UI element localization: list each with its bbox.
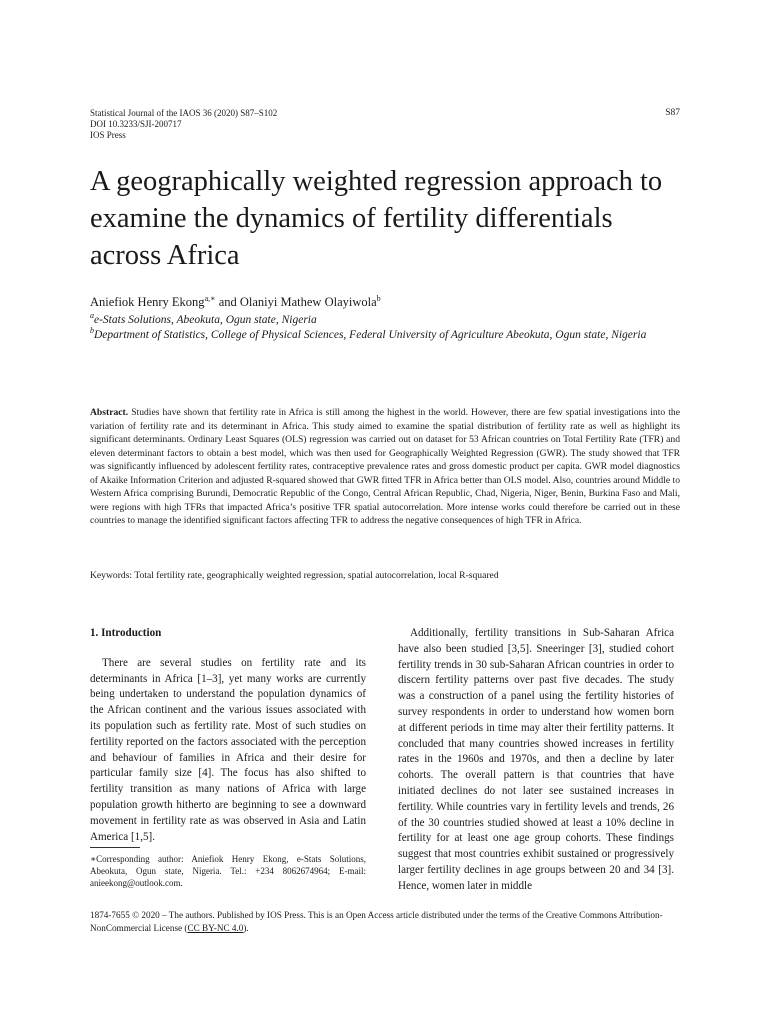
author-superscript: b [376, 293, 381, 303]
keywords: Keywords: Total fertility rate, geographically weighted regression, spatial autocorrelation, local R-squared [90, 570, 499, 581]
right-column [398, 626, 674, 895]
section-heading: 1. Introduction [90, 627, 162, 639]
footnote: ∗Corresponding author: Aniefiok Henry Ekong, e-Stats Solutions, Abeokuta, Ogun state, Nigeria. Tel.: +234 8062674964; E-mail: anieekong@outlook.com. [90, 854, 366, 888]
license-text: 1874-7655 © 2020 – The authors. Published by IOS Press. This is an Open Access article distributed under the terms of the Creative Commons Attribution-NonCommercial License ( [90, 910, 663, 933]
author-conjunction: and [215, 295, 240, 309]
journal-info [90, 108, 277, 141]
affiliation-mark: a [90, 311, 94, 321]
affiliation-a [90, 313, 690, 328]
body-paragraph: Additionally, fertility transitions in Sub-Saharan Africa have also been studied [3,5]. Sneeringer [3], studied cohort fertility trends in 30 sub-Saharan African countries in order to discern fertility patterns over past five decades. The study was a construction of a panel using the fertility histories of survey respondents in order to understand how women born at different periods in time may alter their fertility patterns. It concluded that many countries showed increases in fertility rates in the 1960s and 1970s, and then a decline by later cohorts. The overall pattern is that countries that have initiated declines do not later see sustained increases in fertility. While countries vary in fertility levels and trends, 26 of the 30 countries studied showed at least a 10% decline in fertility for at least one age group cohorts. These findings suggest that most countries exhibit sustained or progressively larger fertility declines in age groups between 20 and 34 [3]. Hence, women later in middle [398, 627, 674, 892]
affiliation-text: e-Stats Solutions, Abeokuta, Ogun state, Nigeria [94, 314, 317, 326]
affiliation-text: Department of Statistics, College of Physical Sciences, Federal University of Agriculture Abeokuta, Ogun state, Nigeria [94, 329, 647, 341]
author-name: Aniefiok Henry Ekong [90, 295, 205, 309]
left-column [90, 626, 366, 845]
body-paragraph: There are several studies on fertility rate and its determinants in Africa [1–3], yet many works are currently being undertaken to understand the population dynamics of the African continent and the various issues associated with its population such as fertility rate. Most of such studies on fertility reported on the factors associated with the perception and behaviour of families in Africa and their desire for particular family size [4]. The focus has also shifted to fertility transition as many nations of Africa with large population growth hitherto are beginning to see a downward movement in fertility rate as was observed in Asia and Latin America [1,5]. [90, 656, 366, 843]
license-link[interactable]: CC BY-NC 4.0 [187, 922, 244, 933]
abstract [90, 406, 680, 528]
license-text-end: ). [243, 922, 249, 933]
abstract-text: Studies have shown that fertility rate in Africa is still among the highest in the world. However, there are few spatial investigations into the variation of fertility rate and its determinant in Africa. This study aimed to examine the spatial distribution of fertility rate as well as highlight its significant determinants. Ordinary Least Squares (OLS) regression was carried out on dataset for 53 African countries on Total Fertility Rate (TFR) and eleven determinant factors to obtain a best model, which was then used for Geographically Weighted Regression (GWR). The study showed that TFR was significantly influenced by adolescent fertility rates, contraceptive prevalence rates and gross domestic product per capita. GWR model diagnostics of Akaike Information Criterion and adjusted R-squared showed that GWR fitted TFR in Africa better than OLS model. Also, countries around Middle to Western Africa comprising Burundi, Democratic Republic of the Congo, Central African Republic, Chad, Nigeria, Niger, Benin, Burkina Faso and Mali, were regions with high TFRs that impacted Africa’s positive TFR spatial autocorrelation. More intense works could therefore be carried out in these countries to manage the identified significant factors affecting TFR to address the negative consequences of high TFR in Africa. [90, 407, 680, 526]
journal-citation: Statistical Journal of the IAOS 36 (2020) S87–S102 [90, 108, 278, 118]
affiliation-mark: b [90, 326, 94, 336]
affiliation-b [90, 328, 690, 343]
journal-doi: DOI 10.3233/SJI-200717 [90, 119, 182, 129]
author-name: Olaniyi Mathew Olayiwola [239, 295, 377, 309]
author-line [90, 295, 381, 310]
license-notice [90, 909, 682, 934]
page-number: S87 [665, 108, 680, 118]
journal-publisher: IOS Press [90, 130, 126, 140]
footnote-divider [90, 847, 140, 848]
author-superscript: a,∗ [204, 293, 216, 303]
abstract-label: Abstract. [90, 407, 129, 418]
paper-title: A geographically weighted regression approach to examine the dynamics of fertility differentials across Africa [90, 166, 663, 271]
affiliations [90, 313, 690, 343]
